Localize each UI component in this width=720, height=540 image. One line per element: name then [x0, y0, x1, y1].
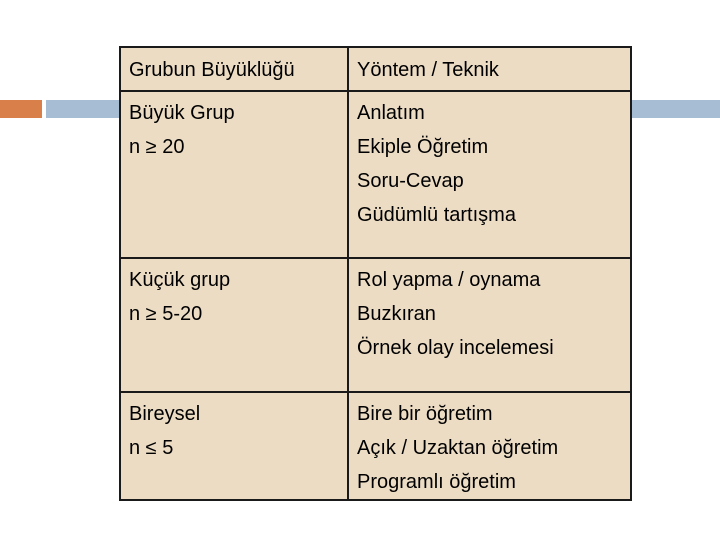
group-size-name: Küçük grup [129, 269, 231, 291]
group-size-cell [120, 392, 348, 500]
header-cell-group-size [120, 47, 348, 91]
method-item: Ekiple Öğretim [357, 136, 489, 158]
header-cell-method [348, 47, 631, 91]
group-size-range: n ≥ 5-20 [129, 303, 203, 325]
group-size-cell [120, 91, 348, 258]
method-item: Örnek olay incelemesi [357, 337, 554, 359]
method-item: Bire bir öğretim [357, 403, 493, 425]
table-row [120, 392, 631, 500]
decorative-orange-bar [0, 100, 42, 118]
table-row [120, 91, 631, 258]
method-cell [348, 392, 631, 500]
group-size-range: n ≤ 5 [129, 437, 174, 459]
method-item: Rol yapma / oynama [357, 269, 541, 291]
method-item: Güdümlü tartışma [357, 204, 516, 226]
group-size-name: Bireysel [129, 403, 201, 425]
method-item: Soru-Cevap [357, 170, 464, 192]
decorative-blue-bar-left [46, 100, 120, 118]
header-group-size: Grubun Büyüklüğü [129, 59, 295, 81]
header-method: Yöntem / Teknik [357, 59, 499, 81]
method-cell [348, 91, 631, 258]
method-item: Buzkıran [357, 303, 436, 325]
table-row [120, 258, 631, 392]
group-method-table [119, 46, 632, 501]
group-size-range: n ≥ 20 [129, 136, 185, 158]
method-cell [348, 258, 631, 392]
method-item: Anlatım [357, 102, 425, 124]
method-item: Programlı öğretim [357, 471, 516, 493]
decorative-blue-bar-right [631, 100, 720, 118]
table-header-row [120, 47, 631, 91]
group-size-name: Büyük Grup [129, 102, 235, 124]
method-item: Açık / Uzaktan öğretim [357, 437, 559, 459]
group-size-cell [120, 258, 348, 392]
